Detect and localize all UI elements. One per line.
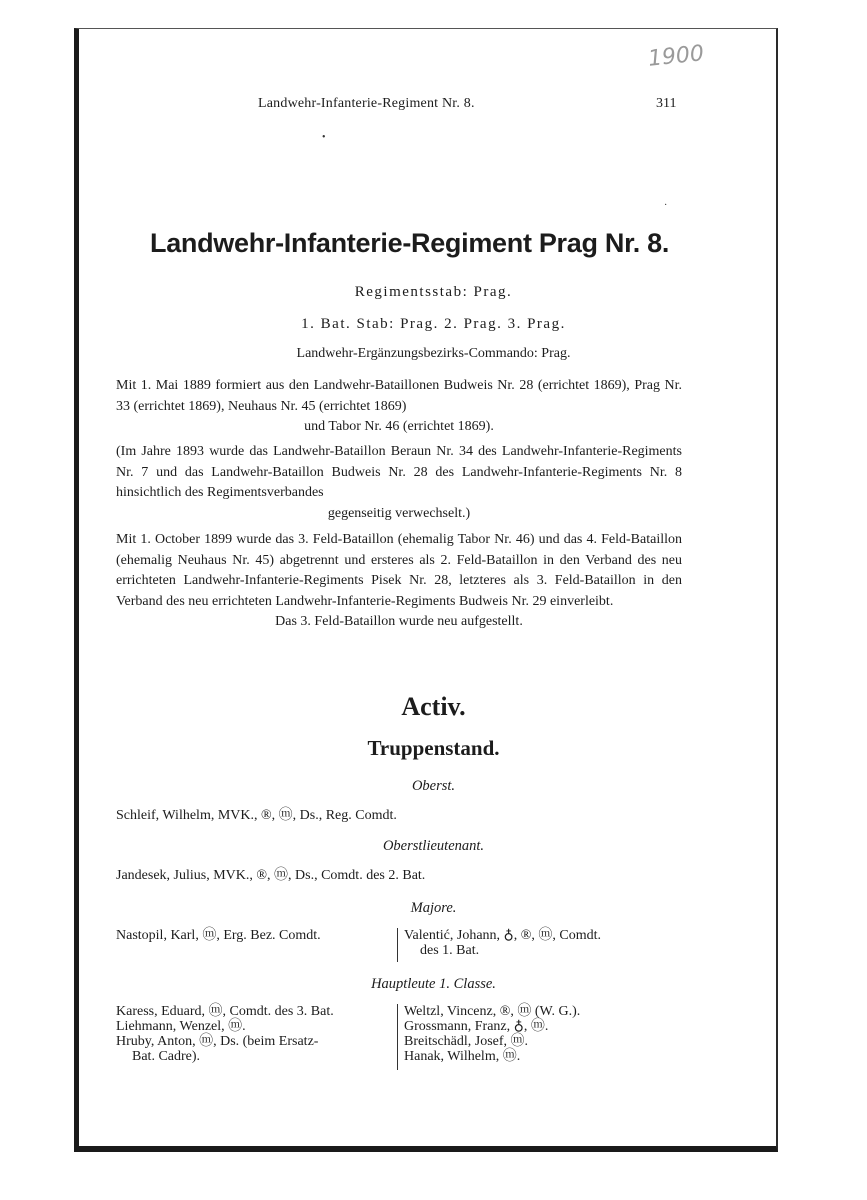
paragraph-text: Mit 1. Mai 1889 formiert aus den Landwehr-Bataillonen Budweis Nr. 28 (errichtet 1869), Prag Nr. 33 (errichtet 1869), Neuhaus Nr. 45 (errichtet 1869): [116, 378, 682, 414]
entry-oberst: Schleif, Wilhelm, MVK., ®, ⓜ, Ds., Reg. Comdt.: [116, 808, 397, 823]
speck-mark: •: [322, 132, 326, 143]
rank-heading-oberstlieutenant: Oberstlieutenant.: [382, 838, 485, 854]
exchange-paragraph: [116, 442, 682, 524]
list-item: Grossmann, Franz, ♁, ⓜ.: [404, 1019, 549, 1034]
paragraph-last-line: Das 3. Feld-Bataillon wurde neu aufgestellt.: [275, 614, 523, 629]
list-item: Karess, Eduard, ⓜ, Comdt. des 3. Bat.: [116, 1004, 334, 1019]
entry-oberstlieutenant: Jandesek, Julius, MVK., ®, ⓜ, Ds., Comdt. des 2. Bat.: [116, 868, 426, 883]
regiment-title: Landwehr-Infanterie-Regiment Prag Nr. 8.: [150, 228, 670, 258]
rank-heading-oberst: Oberst.: [411, 778, 456, 794]
paragraph-text: Mit 1. October 1899 wurde das 3. Feld-Bataillon (ehemalig Tabor Nr. 46) und das 4. Feld-Bataillon (ehemalig Neuhaus Nr. 45) abgetrennt und ersteres als 2. Feld-Bataillon in den Verband des neu errichteten Landwehr-Infanterie-Regiments Pisek Nr. 28, letzteres als 3. Feld-Bataillon in den Verband des neu errichteten Landwehr-Infanterie-Regiments Budweis Nr. 29 einverleibt.: [116, 532, 682, 609]
rank-heading-hauptleute: Hauptleute 1. Classe.: [371, 976, 496, 992]
column-divider: [397, 928, 398, 962]
rank-heading-majore: Majore.: [410, 900, 457, 916]
running-title: Landwehr-Infanterie-Regiment Nr. 8.: [258, 96, 475, 111]
majore-right-column: [404, 928, 601, 958]
handwritten-year-annotation: 1900: [646, 41, 706, 72]
reorganisation-paragraph: [116, 530, 682, 633]
list-item: Valentić, Johann, ♁, ®, ⓜ, Comdt.: [404, 928, 602, 943]
list-item: Bat. Cadre).: [132, 1049, 201, 1064]
regimentsstab-line: Regimentsstab: Prag.: [354, 284, 513, 300]
list-item: Breitschädl, Josef, ⓜ.: [404, 1034, 529, 1049]
commando-line: Landwehr-Ergänzungsbezirks-Commando: Prag.: [296, 346, 571, 361]
paragraph-text: (Im Jahre 1893 wurde das Landwehr-Bataillon Beraun Nr. 34 des Landwehr-Infanterie-Regiments Nr. 7 und das Landwehr-Bataillon Budweis Nr. 28 des Landwehr-Infanterie-Regiments Nr. 8 hinsichtlich des Regimentsverbandes: [116, 444, 682, 500]
list-item: Nastopil, Karl, ⓜ, Erg. Bez. Comdt.: [116, 928, 321, 943]
list-item: Hruby, Anton, ⓜ, Ds. (beim Ersatz-: [116, 1034, 319, 1049]
page-number: 311: [656, 96, 677, 111]
hauptleute-left-column: [116, 1004, 334, 1064]
list-item: Hanak, Wilhelm, ⓜ.: [404, 1049, 521, 1064]
formation-paragraph: [116, 376, 682, 438]
section-heading-activ: Activ.: [401, 692, 466, 721]
column-divider: [397, 1004, 398, 1070]
battalion-stab-line: 1. Bat. Stab: Prag. 2. Prag. 3. Prag.: [301, 316, 566, 332]
paragraph-last-line: gegenseitig verwechselt.): [327, 505, 471, 521]
list-item: des 1. Bat.: [420, 943, 480, 958]
list-item: Weltzl, Vincenz, ®, ⓜ (W. G.).: [404, 1004, 581, 1019]
majore-left-column: [116, 928, 321, 943]
list-item: Liehmann, Wenzel, ⓜ.: [116, 1019, 246, 1034]
speck-mark: ·: [664, 200, 668, 211]
subsection-heading-truppenstand: Truppenstand.: [367, 736, 500, 760]
hauptleute-right-column: [404, 1004, 580, 1064]
paragraph-last-line: und Tabor Nr. 46 (errichtet 1869).: [304, 419, 494, 434]
